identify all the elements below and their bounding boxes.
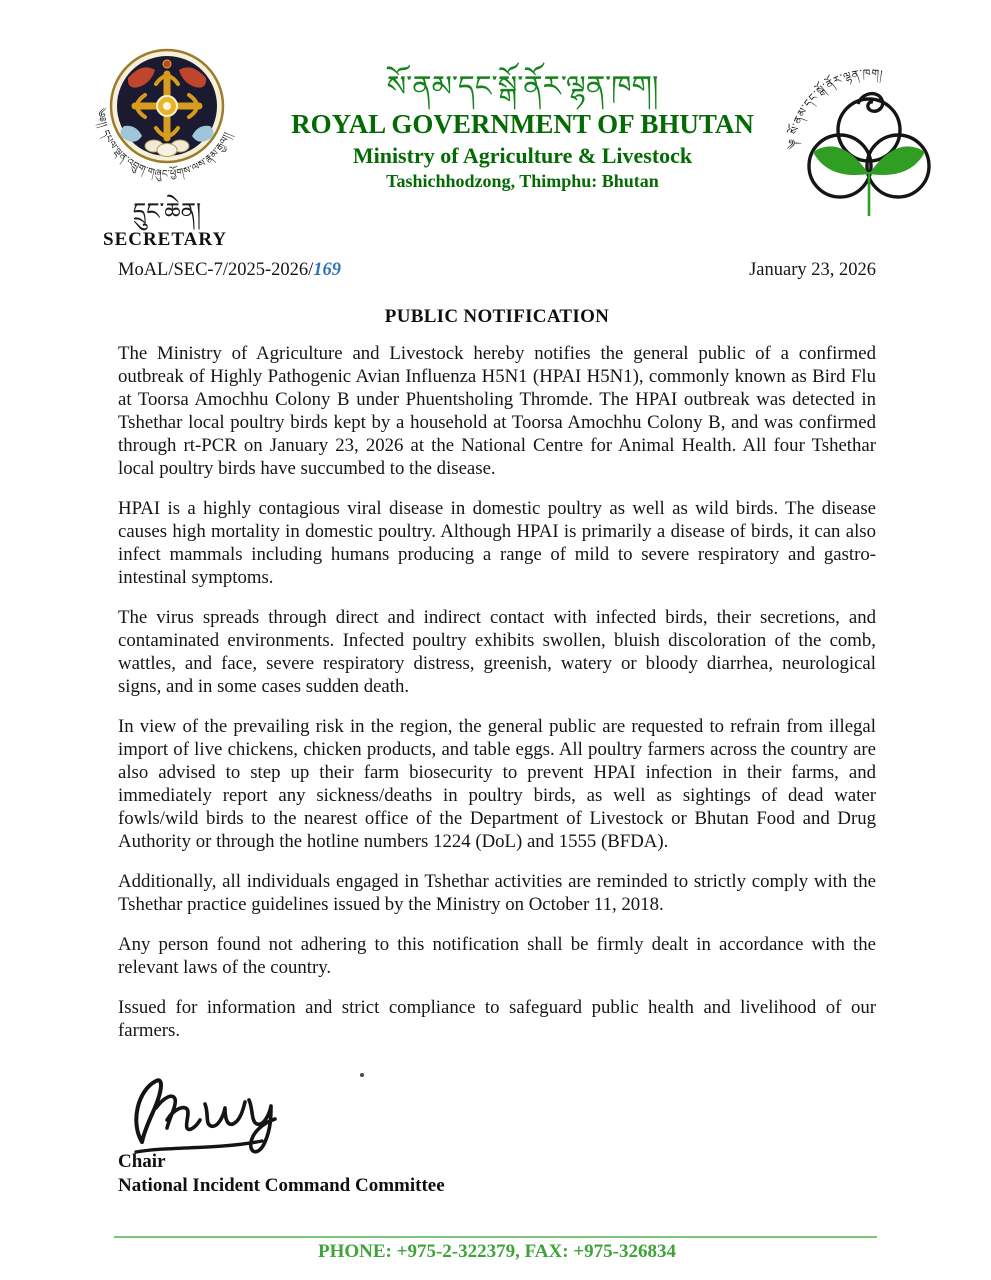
- paragraph-closing: Issued for information and strict compliance to safeguard public health and livelihood of our farmers.: [118, 997, 876, 1041]
- emblem-arc-text: ༄༅།། དཔལ་ལྡན་འབྲུག་གཞུང་ཕྱོགས་ལས་རྣམ་རྒྱལ།།: [94, 107, 234, 181]
- dzongkha-ministry-title: སོ་ནམ་དང་སྒོ་ནོར་ལྷན་ཁག།: [386, 69, 659, 103]
- government-name: ROYAL GOVERNMENT OF BHUTAN: [291, 109, 754, 140]
- footer-divider: [114, 1236, 877, 1238]
- notification-body: [118, 342, 876, 1059]
- reference-number: [118, 260, 341, 281]
- reference-prefix: MoAL/SEC-7/2025-2026/: [118, 260, 314, 280]
- signer-title: Chair: [118, 1151, 166, 1172]
- paragraph-transmission: The virus spreads through direct and indirect contact with infected birds, their secretions, and contaminated environments. Infected poultry exhibits swollen, bluish discoloration of the comb, wattles, and face, severe respiratory distress, greenish, watery or bloody diarrhea, neurological signs, and in some cases sudden death.: [118, 607, 876, 697]
- logo-arc-text: ༆ སོ་ནམ་དང་སྒོ་ནོར་ལྷན་ཁག།: [786, 66, 884, 151]
- letterhead: [250, 68, 795, 192]
- bhutan-national-emblem-icon: [84, 44, 250, 199]
- reference-row: [118, 260, 876, 281]
- signer-block: [118, 1150, 445, 1197]
- letter-date: January 23, 2026: [749, 260, 876, 280]
- footer-contact: PHONE: +975-2-322379, FAX: +975-326834: [318, 1241, 676, 1262]
- paragraph-enforcement: Any person found not adhering to this notification shall be firmly dealt in accordance with the relevant laws of the country.: [118, 934, 876, 978]
- ministry-address: Tashichhodzong, Thimphu: Bhutan: [386, 171, 659, 192]
- paragraph-advisory: In view of the prevailing risk in the region, the general public are requested to refrain from illegal import of live chickens, chicken products, and table eggs. All poultry farmers across the country are also advised to step up their farm biosecurity to prevent HPAI infection in their farms, and immediately report any sickness/deaths in poultry birds, as well as sightings of dead water fowls/wild birds to the nearest office of the Department of Livestock or Bhutan Food and Drug Authority or through the hotline numbers 1224 (DoL) and 1555 (BFDA).: [118, 716, 876, 852]
- paragraph-outbreak: The Ministry of Agriculture and Livestock hereby notifies the general public of a confirmed outbreak of Highly Pathogenic Avian Influenza H5N1 (HPAI H5N1), commonly known as Bird Flu at Toorsa Amochhu Colony B under Phuentsholing Thromde. The HPAI outbreak was detected in Tshethar local poultry birds kept by a household at Toorsa Amochhu Colony B, and was confirmed through rt-PCR on January 23, 2026 at the National Centre for Animal Health. All four Tshethar local poultry birds have succumbed to the disease.: [118, 343, 876, 479]
- ink-dot: [360, 1073, 364, 1077]
- signer-organization: National Incident Command Committee: [118, 1174, 445, 1196]
- ministry-name: Ministry of Agriculture & Livestock: [352, 143, 693, 169]
- handwritten-signature: [112, 1072, 362, 1157]
- office-label: SECRETARY: [103, 229, 228, 250]
- ministry-seedling-logo-icon: [786, 46, 952, 223]
- emblem-caption-dzongkha: དྲུང་ཆེན།: [132, 199, 202, 225]
- paragraph-disease-info: HPAI is a highly contagious viral disease in domestic poultry as well as wild birds. The disease causes high mortality in domestic poultry. Although HPAI is primarily a disease of birds, it can also infect mammals including humans producing a range of mild to severe respiratory and gastro-intestinal symptoms.: [118, 498, 876, 588]
- reference-serial: 169: [313, 260, 342, 280]
- paragraph-tshethar: Additionally, all individuals engaged in Tshethar activities are reminded to strictly comply with the Tshethar practice guidelines issued by the Ministry on October 11, 2018.: [118, 871, 876, 915]
- page-title: PUBLIC NOTIFICATION: [384, 306, 610, 327]
